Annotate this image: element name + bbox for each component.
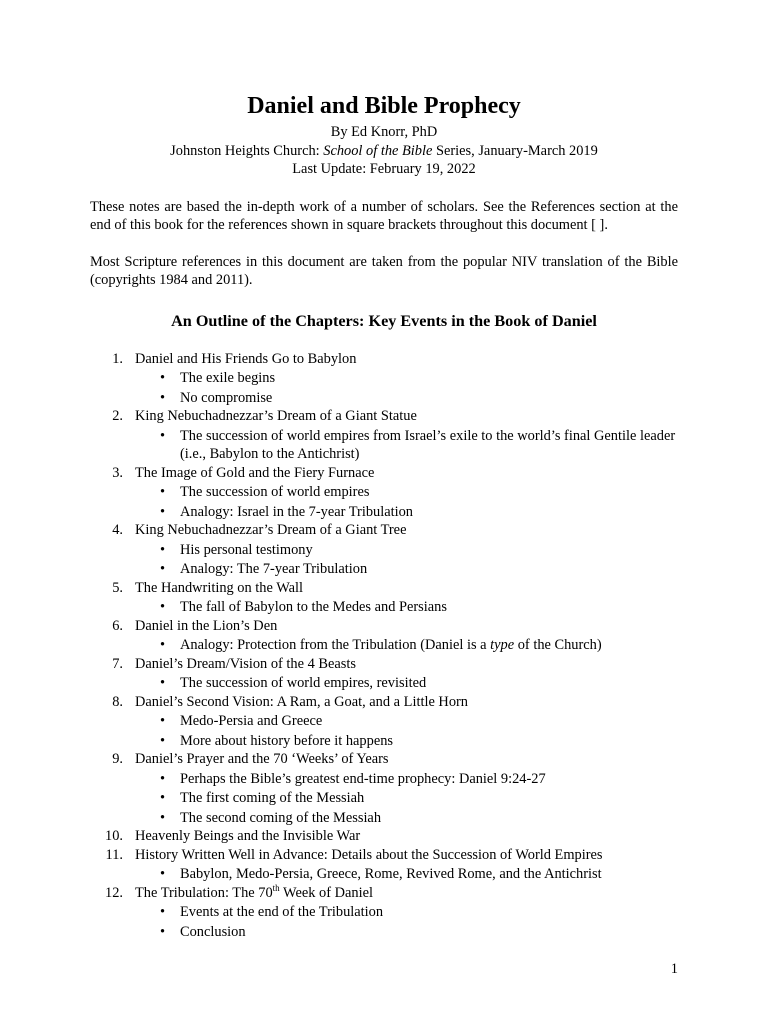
bullet-icon: • — [160, 541, 166, 558]
ordinal-superscript: th — [272, 882, 280, 893]
list-item-text: Events at the end of the Tribulation — [180, 904, 384, 920]
outline-sublist — [135, 865, 678, 884]
outline-item-11 — [90, 846, 678, 884]
list-item-text: More about history before it happens — [180, 732, 394, 749]
outline-sublist — [135, 770, 678, 828]
intro-paragraph-1: These notes are based the in-depth work of a number of scholars. See the References section at the end of this book for the references shown in square brackets throughout this document [ ]. — [90, 198, 678, 233]
outline-title: The Image of Gold and the Fiery Furnace — [135, 464, 375, 481]
bullet-icon: • — [160, 427, 166, 444]
outline-title: King Nebuchadnezzar’s Dream of a Giant Tree — [135, 522, 407, 538]
church-suffix: Series, January-March 2019 — [432, 142, 598, 159]
emphasis-type: type — [490, 637, 515, 653]
outline-number: 12. — [105, 884, 123, 901]
outline-title — [135, 882, 373, 901]
bullet-icon: • — [160, 866, 166, 882]
bullet-icon: • — [160, 923, 166, 940]
outline-sublist — [135, 369, 678, 407]
outline-number: 3. — [112, 464, 123, 481]
outline-number: 7. — [112, 655, 123, 672]
title-prefix: The Tribulation: The 70 — [135, 884, 273, 901]
list-item-text: The first coming of the Messiah — [180, 790, 365, 806]
outline-title: Daniel in the Lion’s Den — [135, 617, 278, 634]
church-prefix: Johnston Heights Church: — [170, 142, 324, 159]
outline-title: History Written Well in Advance: Details about the Succession of World Empires — [135, 846, 603, 863]
outline-number: 8. — [112, 693, 123, 710]
bullet-icon: • — [160, 599, 166, 615]
bullet-icon: • — [160, 904, 166, 920]
author-line: By Ed Knorr, PhD — [330, 124, 438, 140]
outline-number: 10. — [105, 828, 123, 844]
list-item-text: Analogy: Israel in the 7-year Tribulation — [180, 503, 414, 520]
outline-sublist — [135, 636, 678, 655]
series-name: School of the Bible — [323, 142, 433, 159]
outline-heading: An Outline of the Chapters: Key Events in the Book of Daniel — [171, 311, 597, 330]
outline-sublist — [135, 674, 678, 693]
list-item — [135, 483, 678, 502]
outline-item-1 — [90, 350, 678, 408]
outline-sublist — [135, 427, 678, 464]
last-update-line: Last Update: February 19, 2022 — [292, 161, 476, 177]
bullet-icon: • — [160, 503, 166, 520]
list-item — [135, 389, 678, 408]
chapter-outline-list — [90, 350, 678, 942]
bullet-icon: • — [160, 790, 166, 806]
outline-title: King Nebuchadnezzar’s Dream of a Giant Statue — [135, 408, 417, 424]
church-line — [90, 142, 678, 161]
outline-item-4 — [90, 521, 678, 579]
outline-title: Daniel’s Second Vision: A Ram, a Goat, and a Little Horn — [135, 693, 468, 710]
list-item-text: Medo-Persia and Greece — [180, 713, 323, 729]
outline-number: 2. — [112, 408, 123, 424]
list-item-text: The exile begins — [180, 370, 276, 386]
list-item-text: The fall of Babylon to the Medes and Persians — [180, 599, 447, 615]
outline-sublist — [135, 483, 678, 521]
outline-title: Daniel’s Prayer and the 70 ‘Weeks’ of Years — [135, 751, 389, 767]
list-item — [135, 865, 678, 884]
document-title: Daniel and Bible Prophecy — [247, 93, 521, 119]
bullet-icon: • — [160, 389, 166, 406]
outline-title: Heavenly Beings and the Invisible War — [135, 828, 361, 844]
outline-item-9 — [90, 750, 678, 827]
bullet-icon: • — [160, 637, 166, 653]
list-item-text — [180, 637, 602, 653]
outline-number: 5. — [112, 579, 123, 596]
outline-title: Daniel and His Friends Go to Babylon — [135, 350, 357, 367]
page-number: 1 — [670, 961, 678, 977]
outline-item-12 — [90, 884, 678, 942]
text-prefix: Analogy: Protection from the Tribulation (Daniel is a — [180, 637, 491, 653]
outline-number: 4. — [112, 522, 123, 538]
list-item-text: The second coming of the Messiah — [180, 809, 382, 826]
list-item — [135, 732, 678, 751]
outline-item-8 — [90, 693, 678, 751]
list-item-text: Analogy: The 7-year Tribulation — [180, 561, 368, 577]
list-item — [135, 789, 678, 808]
list-item-text: Conclusion — [180, 923, 246, 940]
outline-sublist — [135, 903, 678, 941]
list-item — [135, 636, 678, 655]
outline-number: 11. — [105, 846, 123, 863]
list-item — [135, 809, 678, 828]
list-item-text: Babylon, Medo-Persia, Greece, Rome, Revived Rome, and the Antichrist — [180, 866, 602, 882]
list-item — [135, 923, 678, 942]
outline-sublist — [135, 712, 678, 750]
list-item — [135, 903, 678, 922]
list-item-text: Perhaps the Bible’s greatest end-time prophecy: Daniel 9:24-27 — [180, 770, 546, 787]
text-suffix: of the Church) — [514, 637, 602, 653]
bullet-icon: • — [160, 675, 166, 691]
bullet-icon: • — [160, 561, 166, 577]
outline-item-5 — [90, 579, 678, 617]
outline-number: 9. — [112, 751, 123, 767]
outline-item-2 — [90, 407, 678, 464]
bullet-icon: • — [160, 809, 166, 826]
outline-number: 6. — [112, 617, 123, 634]
list-item — [135, 712, 678, 731]
list-item — [135, 369, 678, 388]
list-item — [135, 674, 678, 693]
outline-title: Daniel’s Dream/Vision of the 4 Beasts — [135, 655, 356, 672]
outline-title: The Handwriting on the Wall — [135, 579, 304, 596]
list-item — [135, 770, 678, 789]
list-item-text: The succession of world empires from Israel’s exile to the world’s final Gentile leader (i.e., Babylon to the Antichrist) — [180, 427, 676, 462]
list-item — [135, 541, 678, 560]
bullet-icon: • — [160, 484, 166, 500]
bullet-icon: • — [160, 732, 166, 749]
list-item-text: No compromise — [180, 389, 273, 406]
list-item — [135, 560, 678, 579]
intro-paragraph-2: Most Scripture references in this document are taken from the popular NIV translation of the Bible (copyrights 1984 and 2011). — [90, 253, 678, 288]
outline-item-7 — [90, 655, 678, 693]
bullet-icon: • — [160, 713, 166, 729]
outline-item-3 — [90, 464, 678, 522]
outline-number: 1. — [112, 350, 123, 367]
outline-item-10 — [90, 827, 678, 846]
title-suffix: Week of Daniel — [279, 884, 373, 901]
list-item — [135, 503, 678, 522]
list-item — [135, 598, 678, 617]
list-item — [135, 427, 678, 464]
bullet-icon: • — [160, 370, 166, 386]
list-item-text: The succession of world empires, revisited — [180, 675, 427, 691]
list-item-text: His personal testimony — [180, 541, 313, 558]
outline-sublist — [135, 598, 678, 617]
outline-sublist — [135, 541, 678, 579]
outline-item-6 — [90, 617, 678, 655]
list-item-text: The succession of world empires — [180, 484, 370, 500]
bullet-icon: • — [160, 770, 166, 787]
